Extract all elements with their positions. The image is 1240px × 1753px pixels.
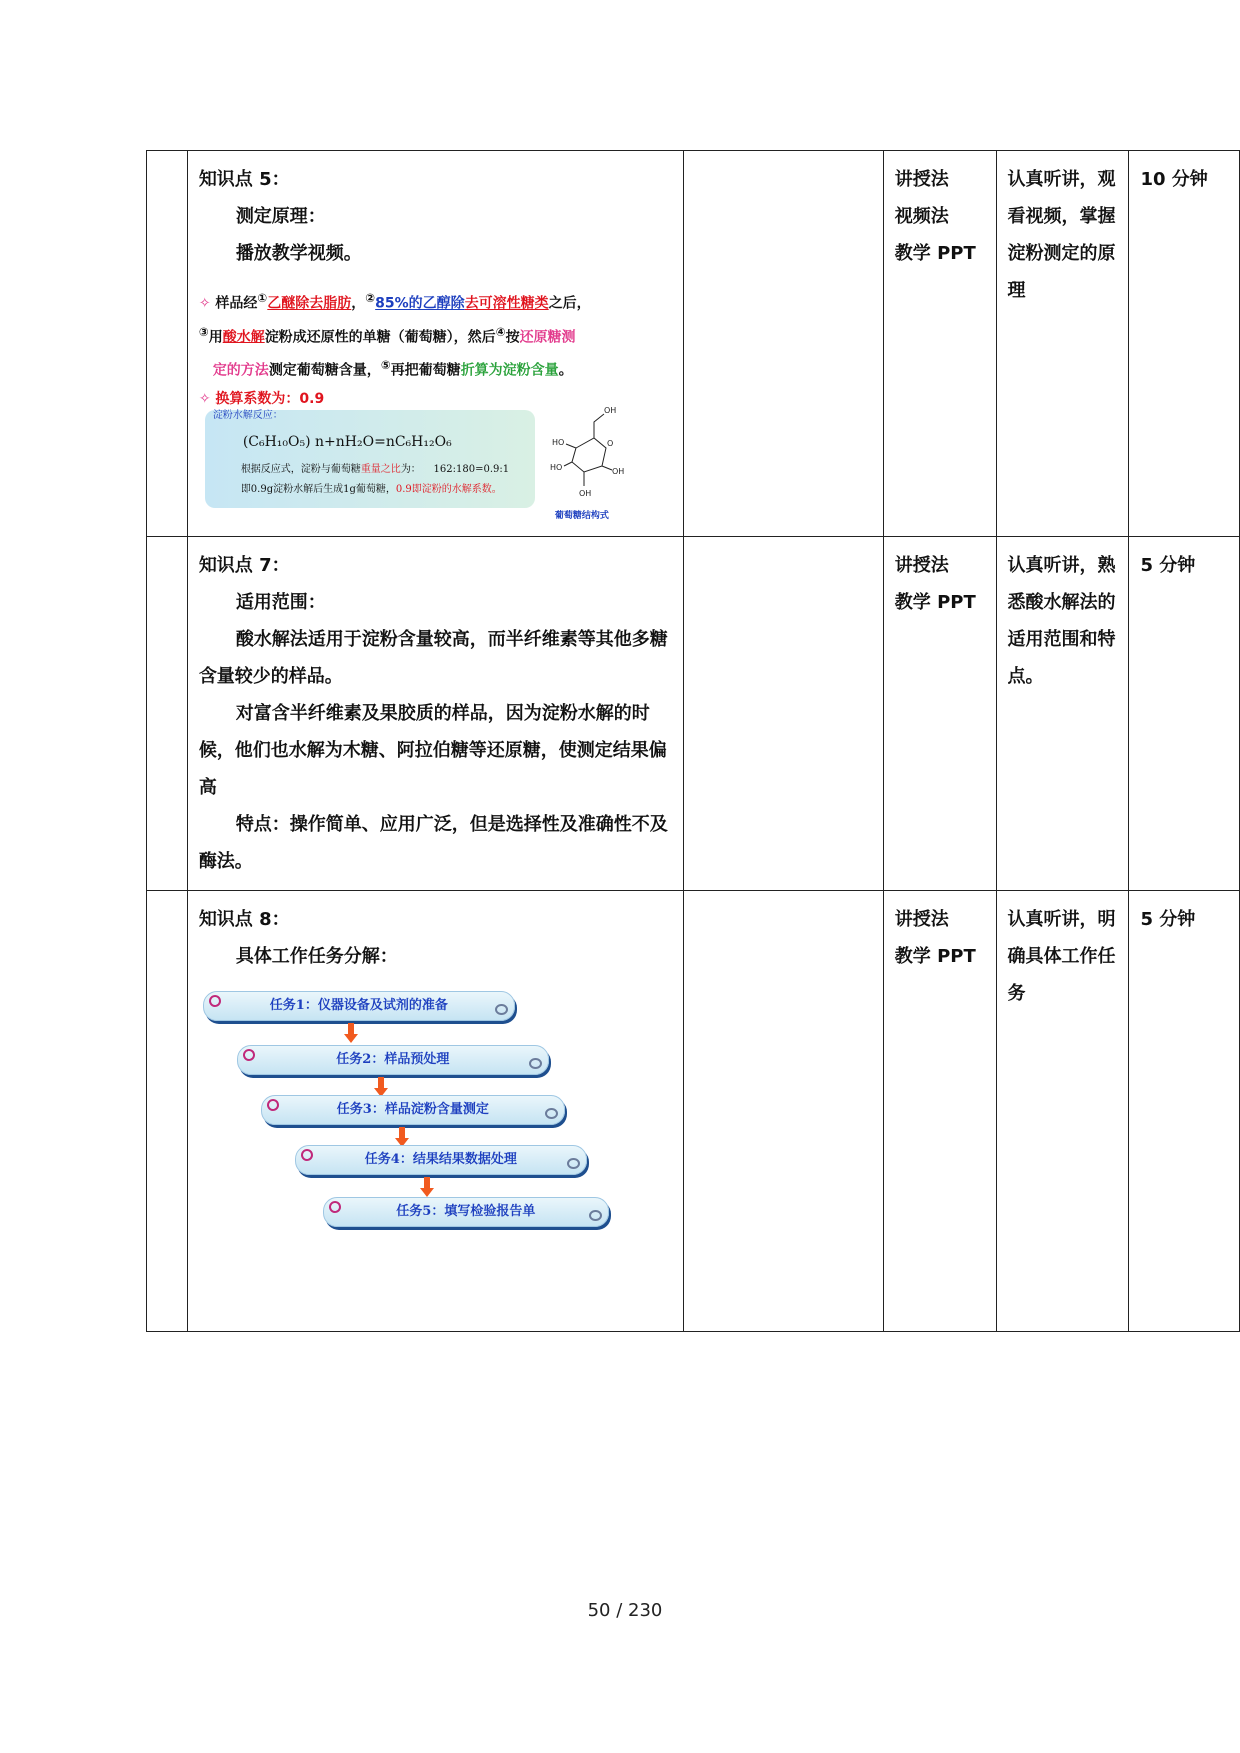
- svg-text:HO: HO: [551, 438, 565, 447]
- time-cell: [1129, 537, 1240, 891]
- lesson-plan-table: [146, 150, 1240, 1332]
- student-activity: 认真听讲，明确具体工作任务: [1007, 909, 1116, 1004]
- content-cell: [187, 891, 684, 1332]
- task-step-3: 任务3：样品淀粉含量测定: [261, 1095, 565, 1125]
- task-step-4: 任务4：结果结果数据处理: [295, 1145, 587, 1175]
- slide-line: ✧ 样品经①乙醚除去脂肪，②85%的乙醇除去可溶性糖类之后，: [198, 291, 591, 312]
- student-activity: 认真听讲，熟悉酸水解法的适用范围和特点。: [1007, 555, 1116, 687]
- down-arrow-icon: [420, 1177, 434, 1197]
- ring-icon: [567, 1158, 580, 1169]
- blank-cell: [147, 537, 188, 891]
- task-step-1: 任务1：仪器设备及试剂的准备: [203, 991, 515, 1021]
- conversion-factor: 换算系数为：0.9: [215, 390, 325, 407]
- table-row: [147, 537, 1240, 891]
- activity-cell: [996, 891, 1129, 1332]
- bullet-icon: ✧: [198, 295, 211, 312]
- method-cell: [883, 891, 996, 1332]
- task-step-5: 任务5：填写检验报告单: [323, 1197, 609, 1227]
- time-cell: [1129, 891, 1240, 1332]
- method-item: 视频法: [894, 206, 949, 227]
- blank-cell: [147, 891, 188, 1332]
- content-paragraph: 特点：操作简单、应用广泛，但是选择性及准确性不及酶法。: [198, 814, 668, 872]
- content-line: 测定原理：: [235, 206, 326, 227]
- empty-cell: [684, 537, 883, 891]
- down-arrow-icon: [344, 1023, 358, 1043]
- activity-cell: [996, 151, 1129, 537]
- svg-text:HO: HO: [549, 463, 563, 472]
- principle-slide-image: [199, 284, 629, 526]
- ring-icon: [589, 1210, 602, 1221]
- content-paragraph: 对富含半纤维素及果胶质的样品，因为淀粉水解的时候，他们也水解为木糖、阿拉伯糖等还原糖，使测定结果偏高: [198, 703, 667, 798]
- empty-cell: [684, 151, 883, 537]
- time-value: 10 分钟: [1140, 169, 1208, 190]
- empty-cell: [684, 891, 883, 1332]
- content-cell: [187, 537, 684, 891]
- task-flow-diagram: [199, 987, 619, 1237]
- hydrolysis-equation: (C₆H₁₀O₅) n+nH₂O=nC₆H₁₂O₆: [242, 434, 452, 450]
- method-item: 讲授法: [894, 169, 949, 190]
- time-cell: [1129, 151, 1240, 537]
- method-item: 教学 PPT: [894, 243, 976, 264]
- method-item: 讲授法: [894, 555, 949, 576]
- glucose-structure-icon: [546, 400, 626, 510]
- slide-line: 定的方法测定葡萄糖含量，⑤再把葡萄糖折算为淀粉含量。: [212, 358, 573, 379]
- bullet-icon: ✧: [198, 390, 211, 407]
- content-line: 具体工作任务分解：: [235, 946, 398, 967]
- blank-cell: [147, 151, 188, 537]
- svg-text:OH: OH: [578, 489, 592, 498]
- method-item: 教学 PPT: [894, 946, 976, 967]
- ring-icon: [545, 1108, 558, 1119]
- student-activity: 认真听讲，观看视频，掌握淀粉测定的原理: [1007, 169, 1116, 301]
- time-value: 5 分钟: [1140, 555, 1196, 576]
- content-line: 适用范围：: [235, 592, 326, 613]
- method-cell: [883, 151, 996, 537]
- down-arrow-icon: [395, 1127, 409, 1147]
- svg-text:O: O: [606, 439, 614, 448]
- svg-text:OH: OH: [611, 467, 625, 476]
- knowledge-point-title: 知识点 8：: [198, 909, 290, 930]
- table-row: [147, 151, 1240, 537]
- method-item: 讲授法: [894, 909, 949, 930]
- note-line: 即0.9g淀粉水解后生成1g葡萄糖，0.9即淀粉的水解系数。: [240, 484, 502, 495]
- ring-icon: [495, 1004, 508, 1015]
- slide-line: ③用酸水解淀粉成还原性的单糖（葡萄糖），然后④按还原糖测: [198, 324, 576, 346]
- content-cell: [187, 151, 684, 537]
- structure-caption: 葡萄糖结构式: [554, 511, 609, 521]
- page-number: 50 / 230: [587, 1600, 663, 1621]
- equation-title: 淀粉水解反应：: [212, 410, 283, 421]
- table-row: [147, 891, 1240, 1332]
- content-paragraph: 酸水解法适用于淀粉含量较高，而半纤维素等其他多糖含量较少的样品。: [198, 629, 668, 687]
- svg-text:OH: OH: [603, 406, 617, 415]
- method-cell: [883, 537, 996, 891]
- knowledge-point-title: 知识点 5：: [198, 169, 290, 190]
- activity-cell: [996, 537, 1129, 891]
- ratio-line: 根据反应式，淀粉与葡萄糖重量之比为： 162:180=0.9:1: [240, 464, 510, 475]
- time-value: 5 分钟: [1140, 909, 1196, 930]
- content-line: 播放教学视频。: [235, 243, 362, 264]
- task-step-2: 任务2：样品预处理: [237, 1045, 549, 1075]
- method-item: 教学 PPT: [894, 592, 976, 613]
- ring-icon: [529, 1058, 542, 1069]
- down-arrow-icon: [374, 1077, 388, 1097]
- knowledge-point-title: 知识点 7：: [198, 555, 290, 576]
- equation-box: [205, 410, 535, 508]
